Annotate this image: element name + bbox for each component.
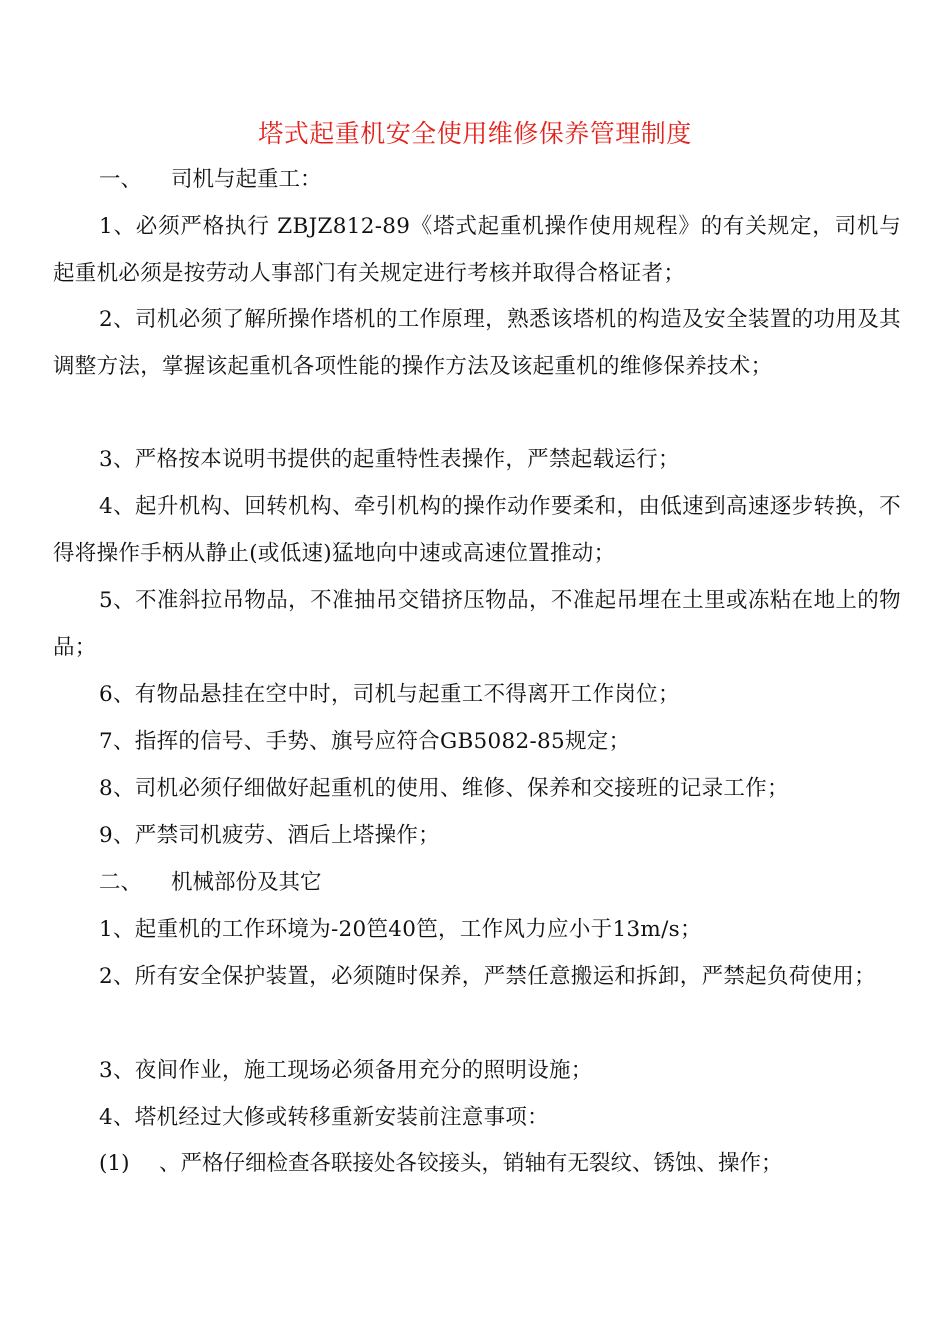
section-2-item-3: 3、夜间作业，施工现场必须备用充分的照明设施； [99,1058,593,1083]
sub-item-1-number: (1) [99,1151,130,1176]
sub-item-1 [99,1141,783,1188]
section-1-item-9: 9、严禁司机疲劳、酒后上塔操作； [99,823,440,848]
document-title: 塔式起重机安全使用维修保养管理制度 [258,119,692,148]
section-1-item-2: 2、司机必须了解所操作塔机的工作原理，熟悉该塔机的构造及安全装置的功用及其调整方法，掌握该起重机各项性能的操作方法及该起重机的维修保养技术； [53,307,901,379]
section-1-item-4: 4、起升机构、回转机构、牵引机构的操作动作要柔和，由低速到高速逐步转换，不得将操作手柄从静止(或低速)猛地向中速或高速位置推动； [53,494,901,566]
section-2-item-4: 4、塔机经过大修或转移重新安装前注意事项： [99,1105,549,1130]
section-1-item-5: 5、不准斜拉吊物品，不准抽吊交错挤压物品，不准起吊埋在土里或冻粘在地上的物品； [53,588,901,660]
section-2-title: 机械部份及其它 [171,870,322,895]
section-1-heading [99,157,322,204]
section-1-number: 一、 [99,167,143,192]
section-2-item-2: 2、所有安全保护装置，必须随时保养，严禁任意搬运和拆卸，严禁起负荷使用； [99,964,876,989]
section-1-item-3: 3、严格按本说明书提供的起重特性表操作，严禁起载运行； [99,447,680,472]
sub-item-1-text: 、严格仔细检查各联接处各铰接头，销轴有无裂纹、锈蚀、操作； [159,1151,783,1176]
section-1-item-7: 7、指挥的信号、手势、旗号应符合GB5082-85规定； [99,729,631,754]
section-1-title: 司机与起重工： [171,167,322,192]
section-1-item-6: 6、有物品悬挂在空中时，司机与起重工不得离开工作岗位； [99,682,680,707]
section-2-heading [99,860,322,907]
section-1-item-1: 1、必须严格执行 ZBJZ812-89《塔式起重机操作使用规程》的有关规定，司机与起重机必须是按劳动人事部门有关规定进行考核并取得合格证者； [53,214,901,286]
section-2-item-1: 1、起重机的工作环境为-20笆40笆，工作风力应小于13m/s； [99,917,702,942]
section-1-item-8: 8、司机必须仔细做好起重机的使用、维修、保养和交接班的记录工作； [99,776,789,801]
section-2-number: 二、 [99,870,143,895]
